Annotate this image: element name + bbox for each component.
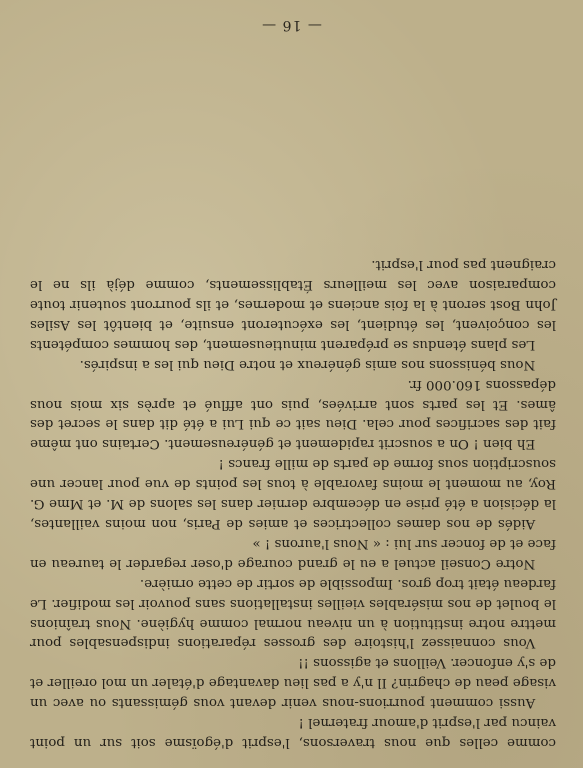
paragraph-reparations: Vous connaissez l'histoire des grosses réparations indispensables pour mettre notre institution à un niveau normal comme hygiène. Nous traînions le boulet de nos misérables vieilles installations sans pouvoir les modifier. Le fardeau était trop gros. Impossible de sortir de cette ornière.	[30, 575, 556, 651]
paragraph-souscription: Aidés de nos dames collectrices et amies de Paris, non moins vaillantes, la décision a été prise en décembre dernier dans les salons de M. et Mme G. Roy, au moment le moins favorable à tous les points de vue pour lancer une souscription sous forme de parts de mille francs !	[30, 456, 556, 532]
paragraph-conseil: Notre Conseil actuel a eu le grand courage d'oser regarder le taureau en face et de foncer sur lui : « Nous l'aurons ! »	[30, 535, 556, 571]
page-number: — 16 —	[261, 17, 322, 33]
paragraph-benissons: Nous bénissons nos amis généreux et notre Dieu qui les a inspirés.	[79, 356, 536, 372]
paragraph-chagrin: Aussi comment pourrions-nous venir devant vous gémissants ou avec un visage peau de chagrin? Il n'y a pas lieu davantage d'étaler un mol oreiller et de s'y enfoncer. Veillons et agissons !!	[30, 655, 556, 711]
body-text	[30, 254, 556, 752]
paragraph-plans: Les plans étendus se préparent minutieusement, des hommes compétents les conçoivent, les étudient, les exécuteront ensuite, et bientôt les Asiles John Bost seront à la fois anciens et modernes, et ils pourront soutenir toute comparaison avec les meilleurs Établissements, comme déjà ils ne le craignent pas pour l'esprit.	[30, 257, 556, 352]
paragraph-parts: Eh bien ! On a souscrit rapidement et généreusement. Certains ont même fait des sacrifices pour cela. Dieu sait ce qui Lui a été dit dans le secret des âmes. Et les parts sont arrivées, puis ont afflué et après six mois nous dépassons 160.000 fr.	[30, 376, 556, 452]
paragraph-continuation: comme celles que nous traversons, l'esprit d'égoïsme soit sur un point vaincu par l'esprit d'amour fraternel !	[30, 715, 556, 750]
